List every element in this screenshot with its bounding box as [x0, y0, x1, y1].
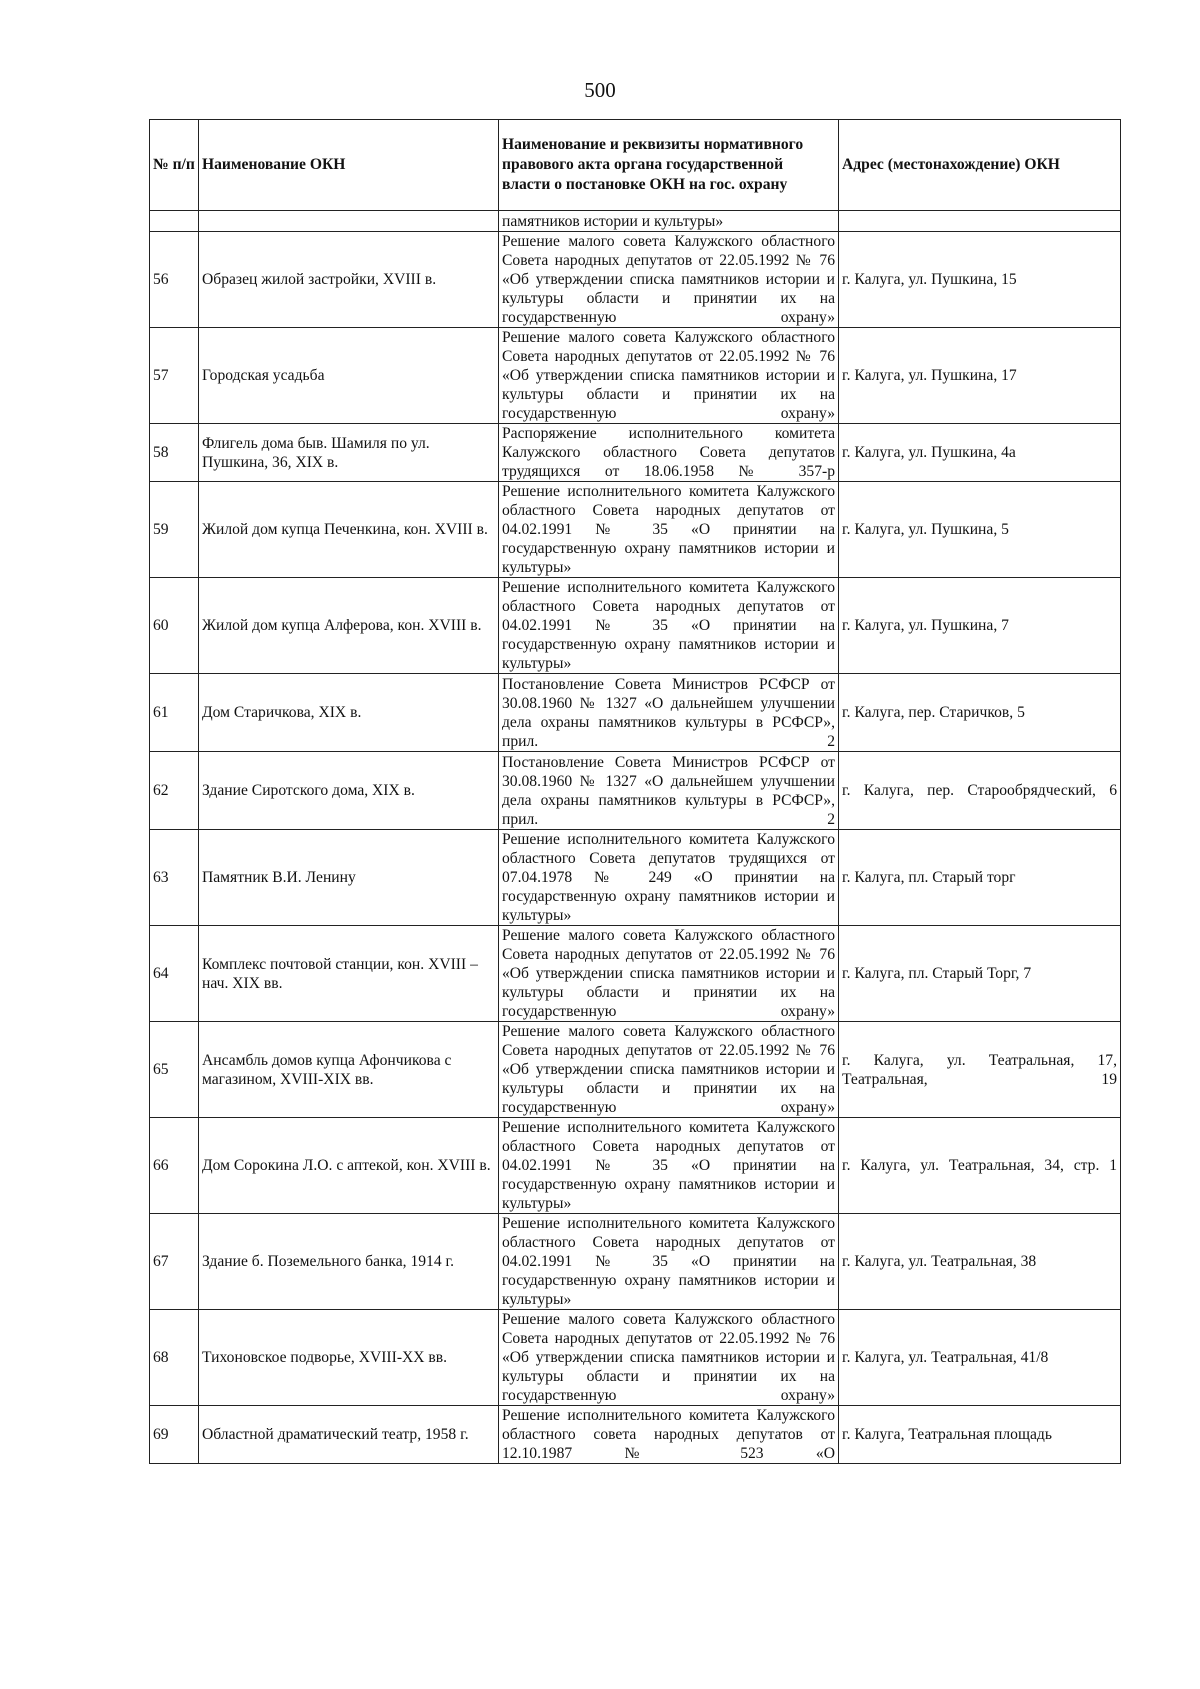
- cell-num: 63: [150, 830, 199, 926]
- header-address: Адрес (местонахождение) ОКН: [839, 120, 1121, 211]
- cell-name: Тихоновское подворье, XVIII-XX вв.: [199, 1310, 499, 1406]
- table-row: [150, 752, 1121, 830]
- cell-name: Городская усадьба: [199, 328, 499, 424]
- cell-num: 68: [150, 1310, 199, 1406]
- cell-address: г. Калуга, ул. Театральная, 34, стр. 1: [839, 1118, 1121, 1214]
- cell-act: Решение малого совета Калужского областного Совета народных депутатов от 22.05.1992 № 76 «Об утверждении списка памятников истории и культуры области и принятии их на государственную охрану»: [499, 1022, 839, 1118]
- table-row: [150, 1118, 1121, 1214]
- page-number: 500: [584, 78, 616, 102]
- table-row: [150, 1022, 1121, 1118]
- table-row: [150, 424, 1121, 482]
- cell-act-continuation: памятников истории и культуры»: [499, 211, 839, 232]
- table-row: [150, 1310, 1121, 1406]
- table-row: [150, 830, 1121, 926]
- cell-name: Жилой дом купца Печенкина, кон. XVIII в.: [199, 482, 499, 578]
- cell-act: Решение малого совета Калужского областного Совета народных депутатов от 22.05.1992 № 76 «Об утверждении списка памятников истории и культуры области и принятии их на государственную охрану»: [499, 328, 839, 424]
- cell-act: Решение исполнительного комитета Калужского областного Совета народных депутатов от 04.02.1991 № 35 «О принятии на государственную охрану памятников истории и культуры»: [499, 578, 839, 674]
- cell-address: г. Калуга, ул. Пушкина, 5: [839, 482, 1121, 578]
- table-row: [150, 482, 1121, 578]
- cell-name: [199, 211, 499, 232]
- cell-name: Флигель дома быв. Шамиля по ул. Пушкина, 36, XIX в.: [199, 424, 499, 482]
- header-num: № п/п: [150, 120, 199, 211]
- cell-act: Распоряжение исполнительного комитета Калужского областного Совета депутатов трудящихся от 18.06.1958 № 357-р: [499, 424, 839, 482]
- cell-address: г. Калуга, ул. Театральная, 17, Театральная, 19: [839, 1022, 1121, 1118]
- cell-act: Решение исполнительного комитета Калужского областного совета народных депутатов от 12.10.1987 № 523 «О: [499, 1406, 839, 1464]
- cell-num: 66: [150, 1118, 199, 1214]
- table-row: [150, 578, 1121, 674]
- registry-table: [149, 119, 1121, 1464]
- table-row: [150, 1406, 1121, 1464]
- cell-name: Комплекс почтовой станции, кон. XVIII – нач. XIX вв.: [199, 926, 499, 1022]
- table-body: [150, 211, 1121, 1464]
- cell-act: Постановление Совета Министров РСФСР от 30.08.1960 № 1327 «О дальнейшем улучшении дела охраны памятников культуры в РСФСР», прил. 2: [499, 752, 839, 830]
- cell-num: 59: [150, 482, 199, 578]
- cell-num: 58: [150, 424, 199, 482]
- cell-num: 56: [150, 232, 199, 328]
- cell-act: Решение исполнительного комитета Калужского областного Совета депутатов трудящихся от 07.04.1978 № 249 «О принятии на государственную охрану памятников истории и культуры»: [499, 830, 839, 926]
- cell-act: Решение малого совета Калужского областного Совета народных депутатов от 22.05.1992 № 76 «Об утверждении списка памятников истории и культуры области и принятии их на государственную охрану»: [499, 926, 839, 1022]
- cell-name: Областной драматический театр, 1958 г.: [199, 1406, 499, 1464]
- cell-address: г. Калуга, ул. Театральная, 38: [839, 1214, 1121, 1310]
- cell-name: Здание б. Поземельного банка, 1914 г.: [199, 1214, 499, 1310]
- cell-name: Ансамбль домов купца Афончикова с магазином, XVIII-XIX вв.: [199, 1022, 499, 1118]
- cell-num: 61: [150, 674, 199, 752]
- continuation-row: [150, 211, 1121, 232]
- cell-act: Решение исполнительного комитета Калужского областного Совета народных депутатов от 04.02.1991 № 35 «О принятии на государственную охрану памятников истории и культуры»: [499, 1214, 839, 1310]
- cell-act: Решение исполнительного комитета Калужского областного Совета народных депутатов от 04.02.1991 № 35 «О принятии на государственную охрану памятников истории и культуры»: [499, 482, 839, 578]
- cell-address: г. Калуга, пл. Старый торг: [839, 830, 1121, 926]
- cell-num: 67: [150, 1214, 199, 1310]
- cell-act: Решение исполнительного комитета Калужского областного Совета народных депутатов от 04.02.1991 № 35 «О принятии на государственную охрану памятников истории и культуры»: [499, 1118, 839, 1214]
- table-row: [150, 926, 1121, 1022]
- cell-address: г. Калуга, пл. Старый Торг, 7: [839, 926, 1121, 1022]
- table-row: [150, 328, 1121, 424]
- cell-address: г. Калуга, ул. Пушкина, 7: [839, 578, 1121, 674]
- table-row: [150, 674, 1121, 752]
- cell-name: Памятник В.И. Ленину: [199, 830, 499, 926]
- cell-name: Образец жилой застройки, XVIII в.: [199, 232, 499, 328]
- cell-act: Постановление Совета Министров РСФСР от 30.08.1960 № 1327 «О дальнейшем улучшении дела охраны памятников культуры в РСФСР», прил. 2: [499, 674, 839, 752]
- cell-address: г. Калуга, пер. Старичков, 5: [839, 674, 1121, 752]
- cell-num: 62: [150, 752, 199, 830]
- cell-address: г. Калуга, пер. Старообрядческий, 6: [839, 752, 1121, 830]
- cell-address: г. Калуга, ул. Пушкина, 15: [839, 232, 1121, 328]
- cell-address: г. Калуга, ул. Театральная, 41/8: [839, 1310, 1121, 1406]
- cell-num: 64: [150, 926, 199, 1022]
- cell-num: 60: [150, 578, 199, 674]
- cell-address: г. Калуга, ул. Пушкина, 17: [839, 328, 1121, 424]
- cell-num: 57: [150, 328, 199, 424]
- header-name: Наименование ОКН: [199, 120, 499, 211]
- cell-num: [150, 211, 199, 232]
- cell-name: Дом Сорокина Л.О. с аптекой, кон. XVIII в.: [199, 1118, 499, 1214]
- cell-act: Решение малого совета Калужского областного Совета народных депутатов от 22.05.1992 № 76 «Об утверждении списка памятников истории и культуры области и принятии их на государственную охрану»: [499, 1310, 839, 1406]
- table-header-row: [150, 120, 1121, 211]
- table-row: [150, 1214, 1121, 1310]
- cell-name: Дом Старичкова, XIX в.: [199, 674, 499, 752]
- header-act: Наименование и реквизиты нормативного правового акта органа государственной власти о постановке ОКН на гос. охрану: [499, 120, 839, 211]
- cell-num: 65: [150, 1022, 199, 1118]
- cell-address: [839, 211, 1121, 232]
- cell-address: г. Калуга, Театральная площадь: [839, 1406, 1121, 1464]
- cell-name: Здание Сиротского дома, XIX в.: [199, 752, 499, 830]
- cell-num: 69: [150, 1406, 199, 1464]
- cell-act: Решение малого совета Калужского областного Совета народных депутатов от 22.05.1992 № 76 «Об утверждении списка памятников истории и культуры области и принятии их на государственную охрану»: [499, 232, 839, 328]
- cell-name: Жилой дом купца Алферова, кон. XVIII в.: [199, 578, 499, 674]
- cell-address: г. Калуга, ул. Пушкина, 4а: [839, 424, 1121, 482]
- table-row: [150, 232, 1121, 328]
